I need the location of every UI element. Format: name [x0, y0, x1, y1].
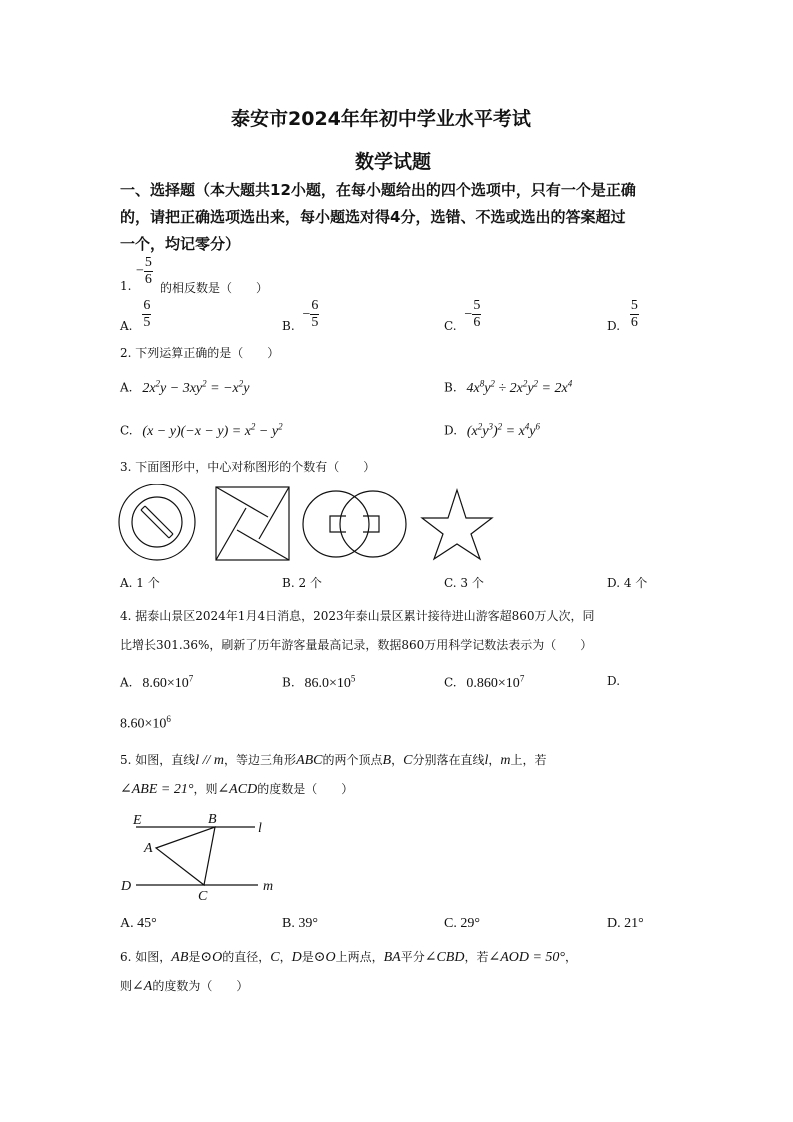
q1-fraction: [136, 255, 153, 288]
q2-option-d[interactable]: [444, 421, 540, 440]
figure-ring-slash: [119, 484, 195, 560]
q5-stem-line-2: ∠ABE = 21°，则∠ACD的度数是（ ）: [120, 782, 354, 797]
section-line-2: 的，请把正确选项选出来，每小题选对得4分，选错、不选或选出的答案超过: [120, 208, 626, 226]
q1-c-label: C.: [444, 319, 457, 333]
q2-c-expr: $(x - y)(-x - y) = x^2 - y^2$: [142, 421, 283, 439]
q1-stem: 的相反数是（ ）: [160, 281, 269, 295]
q5-option-a[interactable]: A. 45°: [120, 916, 157, 931]
section-line-1: 一、选择题（本大题共12小题，在每小题给出的四个选项中，只有一个是正确: [120, 181, 636, 199]
section-line-3: 一个，均记零分）: [120, 235, 241, 253]
q1-b-sign: −: [302, 307, 311, 322]
q1-a-frac: [142, 298, 151, 331]
q2-d-expr: $(x^2y^3)^2 = x^4y^6$: [466, 421, 541, 439]
q1-b-frac: [310, 298, 319, 331]
q4-option-c[interactable]: [444, 673, 524, 692]
exam-title: 泰安市2024年年初中学业水平考试: [231, 108, 531, 130]
q2-a-label: A.: [120, 380, 133, 395]
q1-c-sign: −: [464, 307, 473, 322]
q4-stem-line-1: 4. 据泰山景区2024年1月4日消息，2023年泰山景区累计接待进山游客超860万人次，同: [120, 609, 595, 623]
q1-a-label: A.: [120, 319, 133, 333]
q3-option-c[interactable]: C. 3 个: [444, 576, 484, 590]
q4-option-d-value[interactable]: $8.60\times 10^6$: [120, 714, 171, 732]
q5-stem-line-1: 5. 如图，直线l // m，等边三角形ABC的两个顶点B，C分别落在直线l，m上，若: [120, 753, 547, 768]
q1-frac-den: 6: [144, 272, 152, 287]
q1-d-num: 5: [630, 298, 638, 313]
q1-a-den: 5: [143, 315, 151, 330]
q1-option-d[interactable]: [607, 298, 639, 331]
label-l: l: [258, 821, 262, 836]
q1-frac-num: 5: [144, 255, 152, 270]
label-d: D: [121, 879, 132, 894]
label-a: A: [144, 841, 153, 856]
q6-stem-line-2: 则∠A的度数为（ ）: [120, 979, 249, 994]
q1-a-num: 6: [143, 298, 151, 313]
q1-d-den: 6: [630, 315, 638, 330]
q4-a-label: A.: [120, 675, 133, 690]
label-e: E: [133, 813, 142, 828]
q5-figure: [118, 808, 298, 903]
q2-b-label: B.: [444, 380, 457, 395]
figure-star: [422, 490, 492, 559]
q4-option-d-label[interactable]: D.: [607, 674, 621, 688]
q4-c-value: $0.860\times 10^7$: [466, 673, 525, 691]
q3-stem: 3. 下面图形中，中心对称图形的个数有（ ）: [120, 460, 376, 474]
q4-b-value: $86.0\times 10^5$: [304, 673, 356, 691]
q1-d-label: D.: [607, 319, 621, 333]
q1-option-b[interactable]: [282, 298, 319, 331]
q1-option-a[interactable]: [120, 298, 151, 331]
q3-figures: [0, 484, 793, 574]
q5-option-c[interactable]: C. 29°: [444, 916, 480, 931]
q6-stem-line-1: 6. 如图，AB是⊙O的直径，C，D是⊙O上两点，BA平分∠CBD，若∠AOD = 50°，: [120, 950, 578, 965]
q3-option-b[interactable]: B. 2 个: [282, 576, 322, 590]
label-c: C: [198, 889, 208, 903]
q3-option-a[interactable]: A. 1 个: [120, 576, 160, 590]
figure-square-pinwheel: [216, 487, 289, 560]
figure-interlocked-circles: [303, 491, 406, 557]
q2-option-b[interactable]: [444, 378, 572, 397]
q2-stem: 2. 下列运算正确的是（ ）: [120, 346, 280, 360]
q1-c-num: 5: [473, 298, 481, 313]
q1-c-frac: [472, 298, 481, 331]
q4-b-label: B.: [282, 675, 295, 690]
q1-d-frac: [630, 298, 639, 331]
q2-d-label: D.: [444, 423, 458, 438]
q1-b-label: B.: [282, 319, 295, 333]
triangle-abc: [156, 827, 215, 885]
label-b: B: [208, 812, 217, 827]
q1-c-den: 6: [473, 315, 481, 330]
q3-option-d[interactable]: D. 4 个: [607, 576, 648, 590]
q2-option-c[interactable]: [120, 421, 283, 440]
q4-option-a[interactable]: [120, 673, 193, 692]
q2-option-a[interactable]: [120, 378, 249, 397]
q5-option-d[interactable]: D. 21°: [607, 916, 644, 931]
q5-option-b[interactable]: B. 39°: [282, 916, 318, 931]
q1-option-c[interactable]: [444, 298, 481, 331]
q1-fraction-sign: −: [136, 263, 144, 279]
q2-b-expr: $4x^8y^2 \div 2x^2y^2 = 2x^4$: [466, 378, 573, 396]
q1-b-den: 5: [311, 315, 319, 330]
q2-c-label: C.: [120, 423, 133, 438]
q1-frac: [144, 255, 153, 288]
q2-a-expr: $2x^2y - 3xy^2 = -x^2y$: [142, 378, 250, 396]
q1-number: 1.: [120, 279, 132, 293]
q4-option-b[interactable]: [282, 673, 355, 692]
q4-c-label: C.: [444, 675, 457, 690]
label-m: m: [263, 879, 274, 894]
q4-stem-line-2: 比增长301.36%，刷新了历年游客量最高记录，数据860万用科学记数法表示为（ ）: [120, 638, 593, 652]
q1-b-num: 6: [311, 298, 319, 313]
q4-a-value: $8.60\times 10^7$: [142, 673, 194, 691]
exam-subtitle: 数学试题: [355, 151, 432, 173]
